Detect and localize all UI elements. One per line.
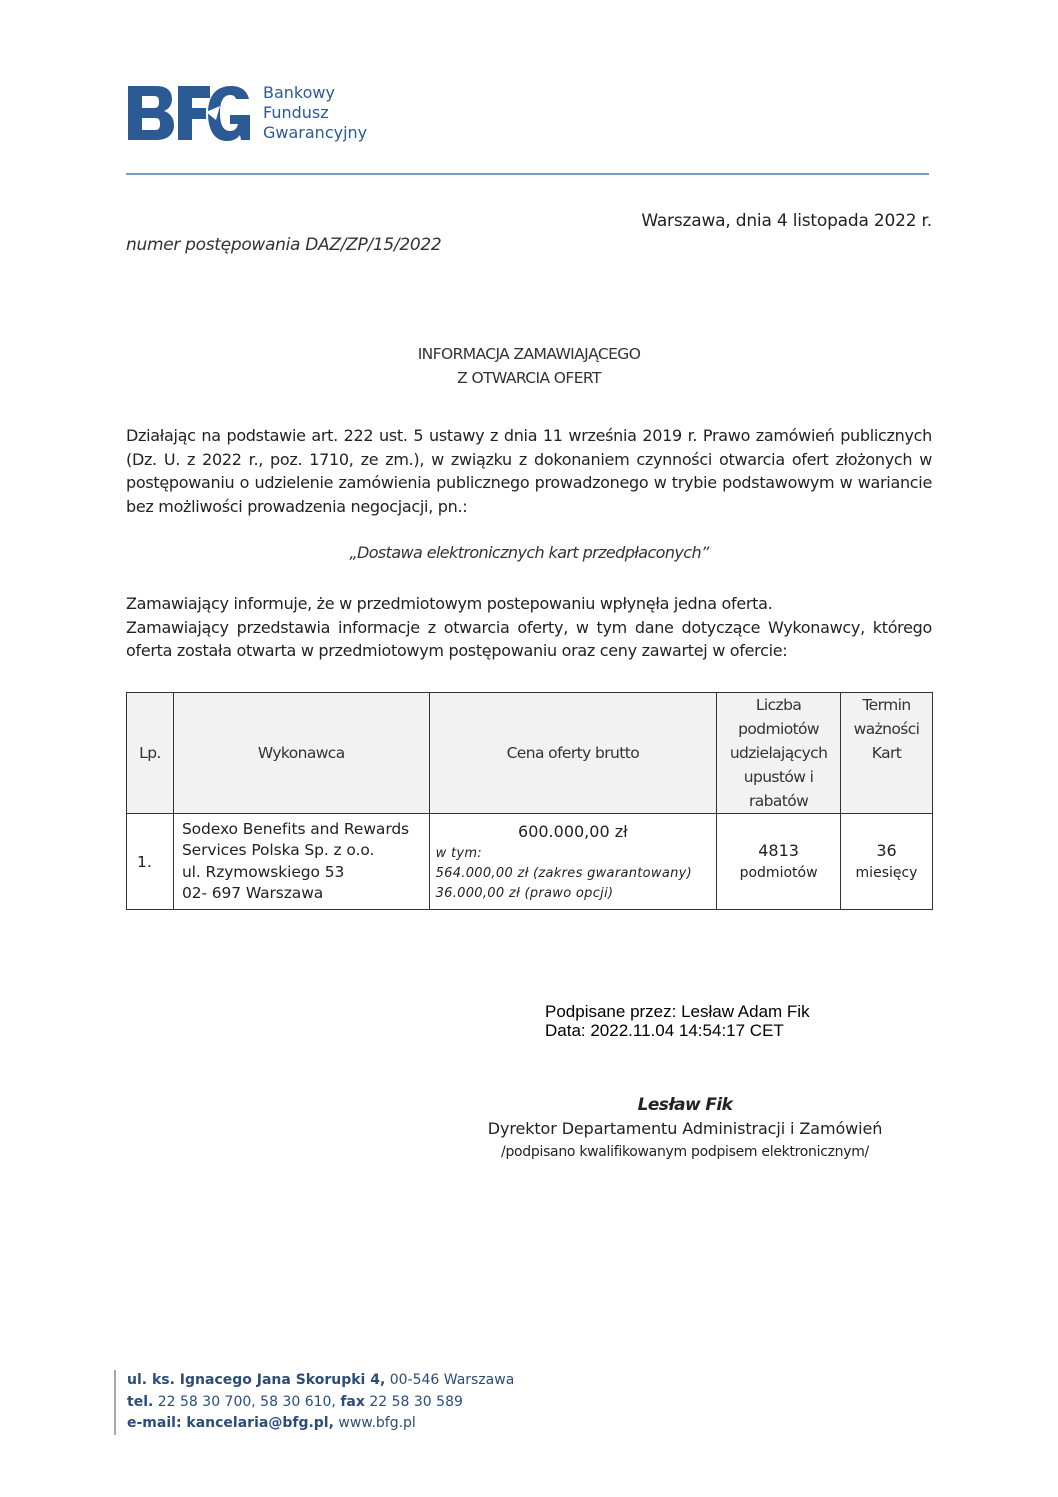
header-termin: [841, 693, 933, 814]
brand-name-line: Bankowy: [263, 82, 335, 102]
signature-note: /podpisano kwalifikowanym podpisem elektronicznym/: [501, 1144, 869, 1160]
price-detail-line: 36.000,00 zł (prawo opcji): [435, 885, 614, 901]
info-line: Zamawiający przedstawia informacje z otwarcia oferty, w tym dane dotyczące Wykonawcy, którego oferta została otwarta w przedmiotowym postępowaniu oraz ceny zawartej w ofercie:: [126, 617, 932, 660]
footer-contact: [114, 1370, 514, 1435]
cell-lp: 1.: [127, 814, 174, 910]
brand-name-line: Fundusz: [263, 102, 329, 122]
signer-role: Dyrektor Departamentu Administracji i Zamówień: [487, 1119, 883, 1138]
cell-liczba: [717, 814, 841, 910]
email-link[interactable]: e-mail: kancelaria@bfg.pl,: [127, 1415, 334, 1431]
tel-label: tel.: [127, 1393, 154, 1410]
header-line: udzielających: [729, 744, 828, 762]
price-detail-line: w tym:: [435, 845, 482, 861]
title-line: INFORMACJA ZAMAWIAJĄCEGO: [417, 345, 641, 363]
header-line: rabatów: [748, 792, 809, 810]
footer-phone: [127, 1392, 514, 1414]
cell-wykonawca: [173, 814, 429, 910]
document-title: [0, 342, 1058, 390]
bfg-logo: [126, 80, 367, 145]
contractor-line: Sodexo Benefits and Rewards: [181, 819, 410, 838]
header-liczba: [717, 693, 841, 814]
contractor-line: ul. Rzymowskiego 53: [181, 862, 345, 881]
info-line: Zamawiający informuje, że w przedmiotowym postepowaniu wpłynęła jedna oferta.: [126, 594, 773, 613]
brand-name-line: Gwarancyjny: [263, 122, 368, 142]
website-link[interactable]: www.bfg.pl: [333, 1415, 416, 1431]
intro-paragraph: Działając na podstawie art. 222 ust. 5 ustawy z dnia 11 września 2019 r. Prawo zamówień publicznych (Dz. U. z 2022 r., poz. 1710, ze zm.), w związku z dokonaniem czynności otwarcia ofert złożonych w postępowaniu o udzielenie zamówienia publicznego prowadzonego w trybie podstawowym w wariancie bez możliwości prowadzenia negocjacji, pn.:: [126, 426, 932, 516]
header-line: podmiotów: [738, 720, 820, 738]
header-line: ważności: [853, 720, 920, 738]
address-city: 00-546 Warszawa: [385, 1372, 515, 1388]
header-line: Kart: [871, 744, 902, 762]
contractor-line: Services Polska Sp. z o.o.: [181, 841, 375, 859]
table-header-row: [127, 693, 933, 814]
footer-address: [127, 1370, 514, 1392]
bfg-logo-mark-icon: [126, 82, 251, 144]
header-lp: Lp.: [127, 693, 174, 814]
table-row: [127, 814, 933, 910]
contractor-line: 02- 697 Warszawa: [181, 884, 324, 902]
price-total: 600.000,00 zł: [518, 821, 628, 841]
validity-value: 36: [876, 840, 897, 860]
procurement-subject: „Dostawa elektronicznych kart przedpłaconych”: [349, 543, 709, 562]
price-detail-line: 564.000,00 zł (zakres gwarantowany): [435, 865, 693, 881]
signed-by: Podpisane przez: Lesław Adam Fik: [545, 1002, 810, 1021]
address-street: ul. ks. Ignacego Jana Skorupki 4,: [127, 1372, 386, 1388]
fax-number: 22 58 30 589: [364, 1393, 463, 1410]
brand-name: [263, 83, 367, 143]
document-date: Warszawa, dnia 4 listopada 2022 r.: [641, 211, 932, 231]
header-line: Termin: [862, 696, 911, 714]
header-divider: [126, 173, 929, 175]
cell-termin: [841, 814, 933, 910]
header-line: upustów i: [743, 768, 814, 786]
fax-label: fax: [340, 1393, 365, 1410]
entities-count: 4813: [758, 840, 799, 860]
footer-email: [127, 1413, 514, 1435]
tel-numbers: 22 58 30 700, 58 30 610,: [153, 1393, 341, 1410]
signer-name: Lesław Fik: [637, 1095, 733, 1115]
header-wykonawca: Wykonawca: [173, 693, 429, 814]
header-line: Liczba: [755, 696, 802, 714]
entities-unit: podmiotów: [739, 864, 818, 881]
digital-signature-stamp[interactable]: [545, 1002, 810, 1040]
validity-unit: miesięcy: [855, 864, 918, 881]
signature-date: Data: 2022.11.04 14:54:17 CET: [545, 1021, 784, 1040]
cell-cena: [429, 814, 717, 910]
offers-table: [126, 692, 933, 910]
header-cena: Cena oferty brutto: [429, 693, 717, 814]
title-line: Z OTWARCIA OFERT: [457, 369, 601, 387]
procedure-number: numer postępowania DAZ/ZP/15/2022: [126, 235, 442, 255]
info-paragraph: [126, 592, 932, 663]
signer-block: [480, 1093, 890, 1163]
